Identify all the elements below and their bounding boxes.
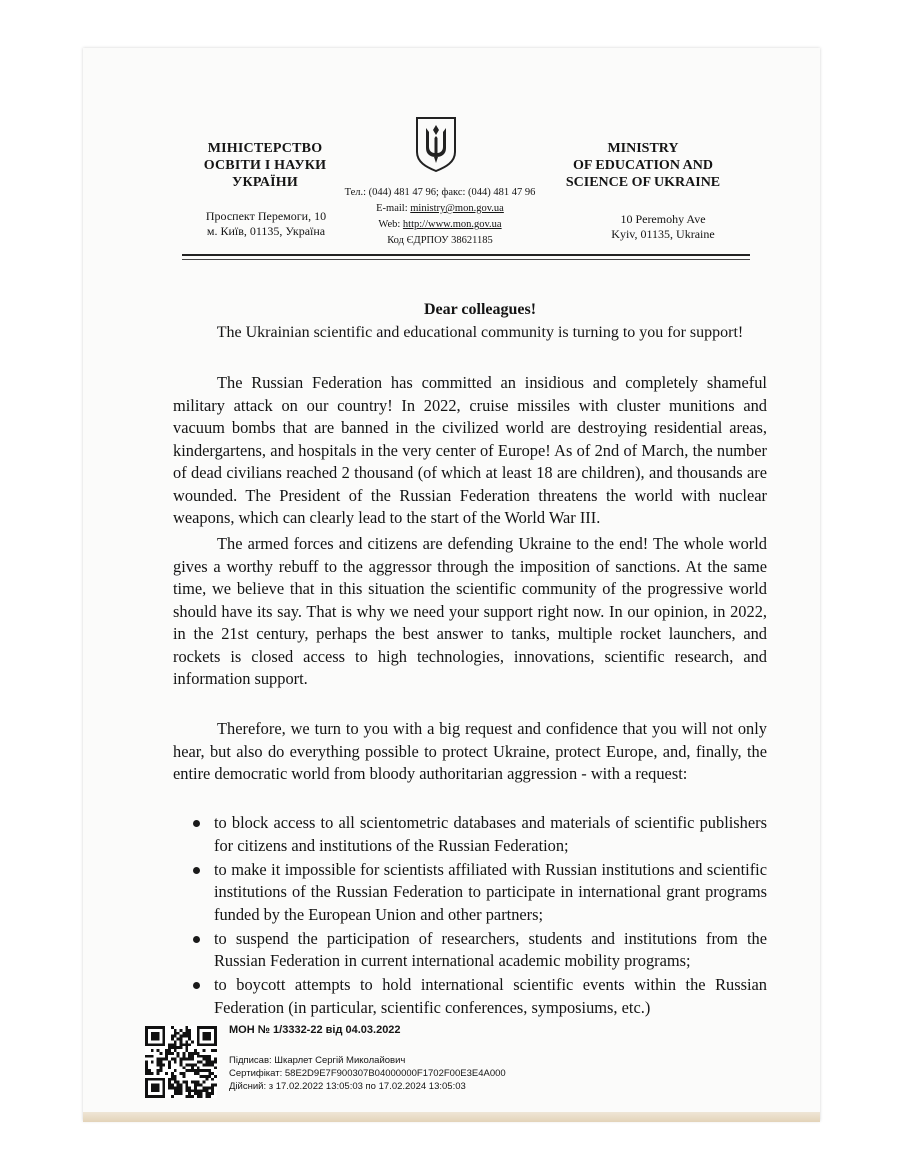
bullet-icon (193, 982, 200, 989)
intro-line: The Ukrainian scientific and educational community is turning to you for support! (216, 324, 744, 341)
email-label: E-mail: (376, 203, 411, 214)
ministry-name-ua-line: УКРАЇНИ (232, 175, 298, 190)
trident-emblem-icon (414, 116, 458, 172)
request-item (190, 974, 767, 1019)
contact-block (330, 185, 550, 249)
ministry-name-ua-line: ОСВІТИ І НАУКИ (203, 158, 327, 173)
ministry-name-ua (190, 140, 340, 191)
email-link[interactable]: ministry@mon.gov.ua (410, 203, 504, 214)
address-ua-line: Проспект Перемоги, 10 (205, 209, 327, 223)
web-label: Web: (378, 219, 403, 230)
address-ua-line: м. Київ, 01135, Україна (206, 224, 326, 238)
address-en-line: 10 Peremohy Ave (620, 212, 706, 226)
ministry-name-en-line: MINISTRY (607, 141, 679, 156)
validity: Дійсний: з 17.02.2022 13:05:03 по 17.02.2024 13:05:03 (229, 1081, 466, 1092)
bullet-icon (193, 820, 200, 827)
ministry-name-en (560, 140, 726, 191)
request-text: to boycott attempts to hold international scientific events within the Russian Federation (in particular, scientific conferences, symposiums, etc.) (214, 975, 767, 1017)
signer: Підписав: Шкарлет Сергій Миколайович (229, 1055, 406, 1066)
request-text: to make it impossible for scientists affiliated with Russian institutions and scientific institutions of the Russian Federation to participate in international grant programs funded by the European Union and other partners; (214, 859, 767, 924)
document-reference: МОН № 1/3332-22 від 04.03.2022 (229, 1024, 401, 1036)
header-divider-thin (182, 259, 750, 260)
body-paragraph: Therefore, we turn to you with a big request and confidence that you will not only hear, but also do everything possible to protect Ukraine, protect Europe, and, finally, the entire democratic world from bloody authoritarian aggression - with a request: (173, 719, 767, 783)
request-text: to suspend the participation of researchers, students and institutions from the Russian Federation in current international academic mobility programs; (214, 928, 767, 970)
bullet-icon (193, 936, 200, 943)
certificate: Сертифікат: 58E2D9E7F900307B04000000F1702F00E3E4A000 (229, 1068, 506, 1079)
web-link[interactable]: http://www.mon.gov.ua (402, 219, 502, 230)
greeting: Dear colleagues! (423, 301, 537, 318)
ministry-name-ua-line: МІНІСТЕРСТВО (207, 141, 323, 156)
signature-block (229, 1054, 506, 1093)
web-line (330, 217, 550, 233)
page-bottom-edge (83, 1112, 820, 1122)
phone-fax: Тел.: (044) 481 47 96; факс: (044) 481 47 96 (344, 187, 536, 198)
request-list (190, 812, 767, 1021)
edrpou-code: Код ЄДРПОУ 38621185 (387, 235, 493, 246)
request-text: to block access to all scientometric databases and materials of scientific publishers for citizens and institutions of the Russian Federation; (214, 813, 767, 855)
ministry-name-en-line: OF EDUCATION AND (572, 158, 713, 173)
body-paragraph: The Russian Federation has committed an insidious and completely shameful military attack on our country! In 2022, cruise missiles with cluster munitions and vacuum bombs that are banned in the civilized world are destroying residential areas, kindergartens, and hospitals in the very center of Europe! As of 2nd of March, the number of dead civilians reached 2 thousand (of which at least 18 are children), and thousands are wounded. The President of the Russian Federation threatens the world with nuclear weapons, which can clearly lead to the start of the World War III. (173, 373, 767, 527)
address-en (580, 212, 746, 242)
bullet-icon (193, 867, 200, 874)
request-item (190, 928, 767, 973)
ministry-name-en-line: SCIENCE OF UKRAINE (565, 175, 721, 190)
qr-code-icon (145, 1026, 217, 1098)
address-ua (186, 209, 346, 239)
request-item (190, 859, 767, 927)
header-divider (182, 254, 750, 256)
body-paragraph: The armed forces and citizens are defending Ukraine to the end! The whole world gives a worthy rebuff to the aggressor through the imposition of sanctions. At the same time, we believe that in this situation the scientific community of the progressive world should have its say. That is why we need your support right now. In our opinion, in 2022, in the 21st century, perhaps the best answer to tanks, multiple rocket launchers, and rockets is closed access to high technologies, innovations, scientific research, and information support. (173, 534, 767, 688)
email-line (330, 201, 550, 217)
address-en-line: Kyiv, 01135, Ukraine (611, 227, 715, 241)
request-item (190, 812, 767, 857)
